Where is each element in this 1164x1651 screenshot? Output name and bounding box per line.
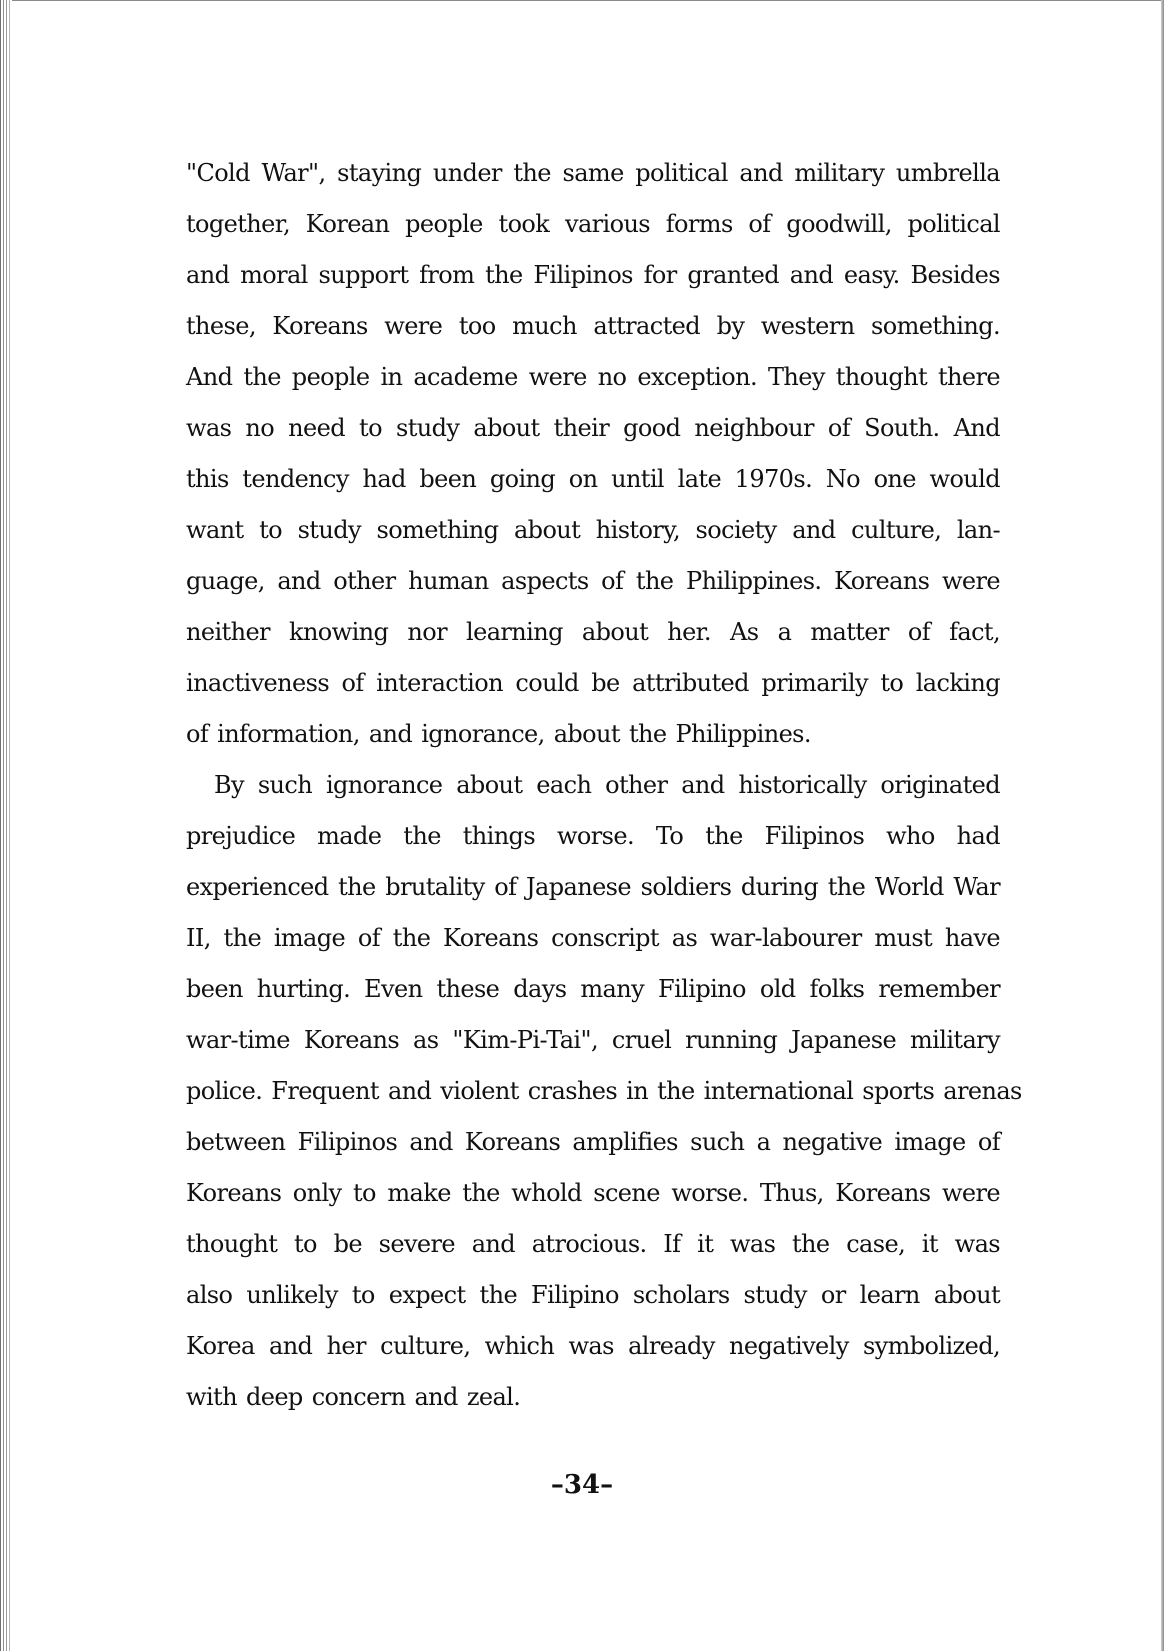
text-line: these, Koreans were too much attracted by western something. [186, 312, 1000, 340]
text-line: By such ignorance about each other and historically originated [214, 771, 1000, 799]
text-line: "Cold War", staying under the same political and military umbrella [186, 159, 1000, 187]
text-line: II, the image of the Koreans conscript as war-labourer must have [186, 924, 1000, 952]
text-line: police. Frequent and violent crashes in the international sports arenas [186, 1077, 1022, 1105]
text-line: experienced the brutality of Japanese soldiers during the World War [186, 873, 1000, 901]
page-number: –34– [550, 1470, 614, 1500]
text-line: between Filipinos and Koreans amplifies such a negative image of [186, 1128, 1000, 1156]
text-line: also unlikely to expect the Filipino scholars study or learn about [186, 1281, 1000, 1309]
text-line: of information, and ignorance, about the Philippines. [186, 720, 811, 748]
text-line: was no need to study about their good neighbour of South. And [186, 414, 1000, 442]
text-line: want to study something about history, society and culture, lan- [186, 516, 1000, 544]
text-line: prejudice made the things worse. To the Filipinos who had [186, 822, 1000, 850]
text-line: and moral support from the Filipinos for granted and easy. Besides [186, 261, 1000, 289]
page-edge-top [0, 0, 1164, 1]
text-line: guage, and other human aspects of the Philippines. Koreans were [186, 567, 1000, 595]
text-line: And the people in academe were no exception. They thought there [186, 363, 1000, 391]
text-line: thought to be severe and atrocious. If it was the case, it was [186, 1230, 1000, 1258]
text-line: been hurting. Even these days many Filipino old folks remember [186, 975, 1000, 1003]
text-line: together, Korean people took various forms of goodwill, political [186, 210, 1000, 238]
text-line: neither knowing nor learning about her. As a matter of fact, [186, 618, 1000, 646]
text-line: this tendency had been going on until late 1970s. No one would [186, 465, 1000, 493]
body-text [186, 148, 1022, 1423]
text-line: war-time Koreans as "Kim-Pi-Tai", cruel running Japanese military [186, 1026, 1000, 1054]
text-line: inactiveness of interaction could be attributed primarily to lacking [186, 669, 1000, 697]
text-line: Koreans only to make the whold scene worse. Thus, Koreans were [186, 1179, 1000, 1207]
text-line: with deep concern and zeal. [186, 1383, 521, 1411]
page-edge-left [0, 0, 12, 1651]
text-line: Korea and her culture, which was already negatively symbolized, [186, 1332, 1000, 1360]
